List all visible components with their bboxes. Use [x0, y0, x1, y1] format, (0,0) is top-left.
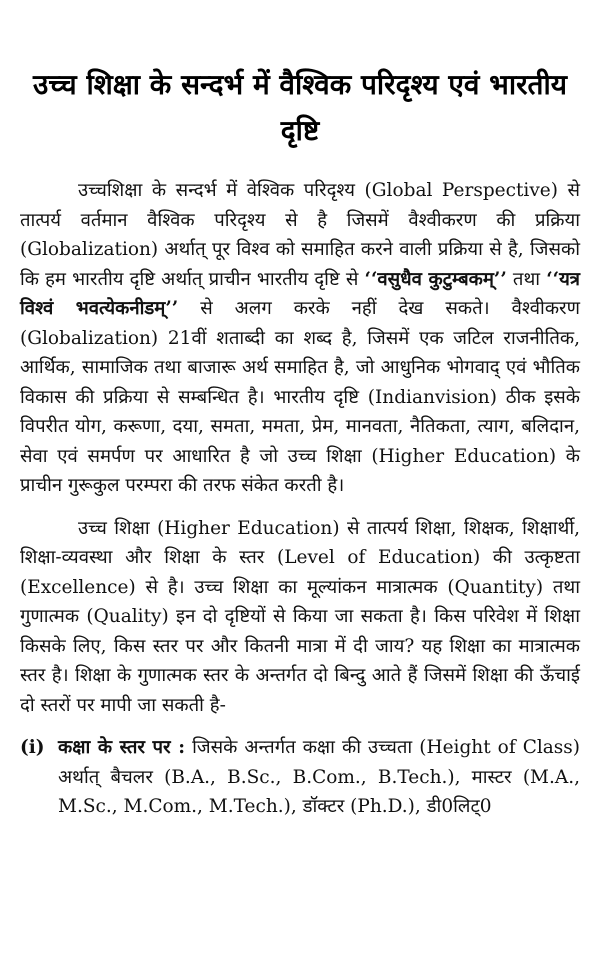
list-item-text: जिसके अन्तर्गत कक्षा की उच्चता (Height of Class) अर्थात् बैचलर (B.A., B.Sc., B.Com., B.Tech.), मास्टर (M.A., M.Sc., M.Com., M.Tech.), डॉक्टर (Ph.D.), डी0लिट्0 [58, 737, 580, 817]
paragraph-text: तथा [506, 268, 547, 290]
paragraph-text: उच्चशिक्षा के सन्दर्भ में वेश्विक परिदृश्य (Global Perspective) से तात्पर्य वर्तमान वैश्विक परिदृश्य से है जिसमें वैश्वीकरण की प्रक्रिया (Globalization) अर्थात् पूर विश्व को समाहित करने वाली प्रक्रिया से है, जिसको कि हम भारतीय दृष्टि अर्थात् प्राचीन भारतीय दृष्टि से [20, 180, 580, 290]
paragraph-higher-education: उच्च शिक्षा (Higher Education) से तात्पर्य शिक्षा, शिक्षक, शिक्षार्थी, शिक्षा-व्यवस्था और शिक्षा के स्तर (Level of Education) की उत्कृष्टता (Excellence) से है। उच्च शिक्षा का मूल्यांकन मात्रात्मक (Quantity) तथा गुणात्मक (Quality) इन दो दृष्टियों से किया जा सकता है। किस परिवेश में शिक्षा किसके लिए, किस स्तर पर और कितनी मात्रा में दी जाय? यह शिक्षा का मात्रात्मक स्तर है। शिक्षा के गुणात्मक स्तर के अन्तर्गत दो बिन्दु आते हैं जिसमें शिक्षा की ऊँचाई दो स्तरों पर मापी जा सकती है- [20, 517, 580, 716]
list-item [20, 733, 580, 822]
quote-yatra-vishvam: ‘‘यत्र विश्वं भवत्येकनीडम्’’ [20, 268, 581, 319]
paragraph-text: से अलग करके नहीं देख सकते। वैश्वीकरण (Globalization) 21वीं शताब्दी का शब्द है, जिसमें एक जटिल राजनीतिक, आर्थिक, सामाजिक तथा बाजारू अर्थ समाहित है, जो आधुनिक भोगवाद् एवं भौतिक विकास की प्रक्रिया से सम्बन्धित है। भारतीय दृष्टि (Indianvision) ठीक इसके विपरीत योग, करूणा, दया, समता, ममता, प्रेम, मानवता, नैतिकता, त्याग, बलिदान, सेवा एवं समर्पण पर आधारित है जो उच्च शिक्षा (Higher Education) के प्राचीन गुरूकुल परम्परा की तरफ संकेत करती है। [20, 298, 581, 496]
page-title: उच्च शिक्षा के सन्दर्भ में वैश्विक परिदृश्य एवं भारतीय दृष्टि [33, 68, 567, 147]
list-item-heading: कक्षा के स्तर पर : [58, 737, 186, 758]
list-item-number: (i) [20, 737, 45, 758]
paragraph-global-perspective [20, 176, 580, 501]
quote-vasudhaiva-kutumbakam: ‘‘वसुधैव कुटुम्बकम्’’ [364, 268, 507, 290]
